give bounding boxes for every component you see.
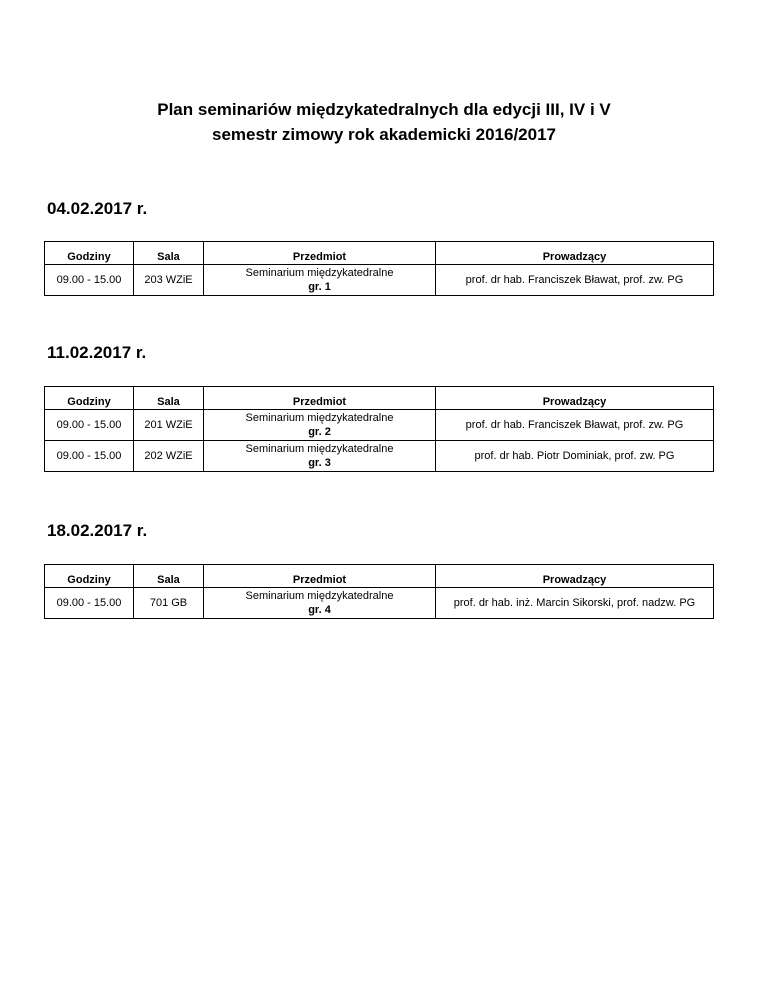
table-header-row [45,242,714,265]
subject-group: gr. 3 [308,457,331,469]
header-room: Sala [134,242,204,265]
date-heading-day-1: 04.02.2017 r. [47,199,148,218]
cell-hours: 09.00 - 15.00 [45,441,134,472]
header-room: Sala [134,387,204,410]
header-hours: Godziny [45,242,134,265]
header-subject: Przedmiot [204,565,436,588]
cell-teacher: prof. dr hab. Franciszek Bławat, prof. zw. PG [436,410,714,441]
schedule-table-day-1 [44,241,714,296]
document-title [0,97,768,147]
subject-group: gr. 4 [308,604,331,616]
header-teacher: Prowadzący [436,387,714,410]
cell-hours: 09.00 - 15.00 [45,588,134,619]
cell-room: 201 WZiE [134,410,204,441]
table-row [45,410,714,441]
date-heading-day-2: 11.02.2017 r. [47,343,147,362]
cell-subject [204,265,436,296]
cell-teacher: prof. dr hab. Piotr Dominiak, prof. zw. PG [436,441,714,472]
subject-group: gr. 2 [308,426,331,438]
header-room: Sala [134,565,204,588]
table-header-row [45,387,714,410]
cell-subject [204,441,436,472]
date-heading-day-3: 18.02.2017 r. [47,521,148,540]
cell-hours: 09.00 - 15.00 [45,410,134,441]
title-line-2: semestr zimowy rok akademicki 2016/2017 [212,125,556,144]
table-header-row [45,565,714,588]
cell-subject [204,410,436,441]
cell-subject [204,588,436,619]
cell-room: 701 GB [134,588,204,619]
subject-name: Seminarium międzykatedralne [245,412,394,424]
header-teacher: Prowadzący [436,242,714,265]
cell-hours: 09.00 - 15.00 [45,265,134,296]
cell-teacher: prof. dr hab. Franciszek Bławat, prof. zw. PG [436,265,714,296]
schedule-table-day-3 [44,564,714,619]
header-hours: Godziny [45,387,134,410]
cell-teacher: prof. dr hab. inż. Marcin Sikorski, prof. nadzw. PG [436,588,714,619]
table-row [45,441,714,472]
title-line-1: Plan seminariów międzykatedralnych dla edycji III, IV i V [157,100,611,119]
subject-name: Seminarium międzykatedralne [245,267,394,279]
header-subject: Przedmiot [204,242,436,265]
table-row [45,588,714,619]
schedule-table-day-2 [44,386,714,472]
cell-room: 203 WZiE [134,265,204,296]
header-subject: Przedmiot [204,387,436,410]
subject-group: gr. 1 [308,281,331,293]
header-teacher: Prowadzący [436,565,714,588]
cell-room: 202 WZiE [134,441,204,472]
header-hours: Godziny [45,565,134,588]
table-row [45,265,714,296]
subject-name: Seminarium międzykatedralne [245,443,394,455]
subject-name: Seminarium międzykatedralne [245,590,394,602]
